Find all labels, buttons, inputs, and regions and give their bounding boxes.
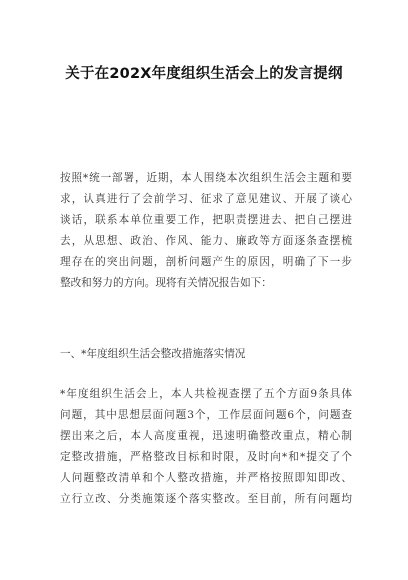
section-paragraph <box>60 384 352 510</box>
section-heading-text: 一、*年度组织生活会整改措施落实情况 <box>60 348 246 360</box>
intro-paragraph <box>60 168 352 294</box>
paragraph-line: 立行立改、分类施策逐个落实整改。至目前，所有问题均 <box>60 493 352 505</box>
paragraph-line: 谈话，联系本单位重要工作，把职责摆进去、把自己摆进 <box>60 214 352 226</box>
paragraph-line: 求，认真进行了会前学习、征求了意见建议、开展了谈心 <box>60 193 352 205</box>
paragraph-line: 问题，其中思想层面问题3个，工作层面问题6个，问题查 <box>60 409 352 421</box>
paragraph-line: 定整改措施，严格整改目标和时限，及时向*和*提交了个 <box>60 451 352 463</box>
paragraph-line: 理存在的突出问题，剖析问题产生的原因，明确了下一步 <box>60 256 352 268</box>
paragraph-line: 去，从思想、政治、作风、能力、廉政等方面逐条查摆梳 <box>60 235 352 247</box>
paragraph-line: 整改和努力的方向。现将有关情况报告如下： <box>60 277 272 289</box>
paragraph-line: *年度组织生活会上，本人共检视查摆了五个方面9条具体 <box>60 388 352 400</box>
paragraph-line: 按照*统一部署，近期，本人围绕本次组织生活会主题和要 <box>60 172 352 184</box>
paragraph-line: 人问题整改清单和个人整改措施，并严格按照即知即改、 <box>60 472 352 484</box>
paragraph-line: 摆出来之后，本人高度重视，迅速明确整改重点，精心制 <box>60 430 352 442</box>
document-title: 关于在202X年度组织生活会上的发言提纲 <box>65 66 343 82</box>
section-heading <box>60 344 352 365</box>
